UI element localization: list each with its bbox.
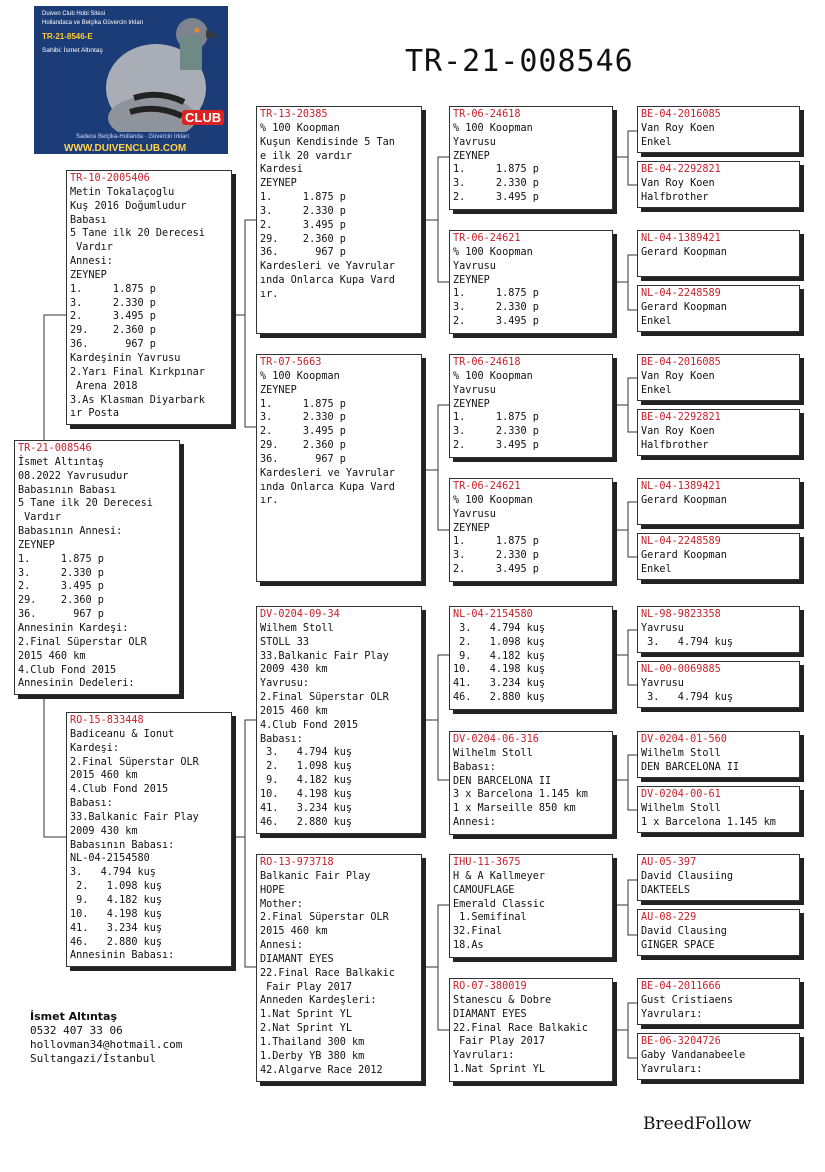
- pedigree-line: Van Roy Koen: [641, 177, 715, 189]
- pedigree-card-gen4-15: [637, 978, 800, 1025]
- pedigree-line: Kardeşi:: [70, 742, 120, 754]
- ring-number: BE-04-2292821: [641, 412, 721, 423]
- pedigree-line: 2. 3.495 p: [18, 581, 104, 593]
- pigeon-icon: [34, 6, 228, 154]
- pedigree-line: 36. 967 p: [70, 339, 156, 351]
- pedigree-line: 2. 1.098 kuş: [453, 636, 546, 648]
- pedigree-line: Yavrusu:: [260, 678, 310, 690]
- pedigree-line: % 100 Koopman: [453, 494, 533, 506]
- pedigree-card-gen4-11: [637, 731, 800, 778]
- pedigree-line: Enkel: [641, 136, 672, 148]
- pedigree-line: 2015 460 km: [260, 926, 328, 938]
- pedigree-card-sire-sire: [256, 106, 422, 334]
- pedigree-line: 10. 4.198 kuş: [453, 664, 546, 676]
- pedigree-line: 1. 1.875 p: [260, 192, 346, 204]
- pedigree-line: ZEYNEP: [260, 178, 297, 190]
- pedigree-line: DEN BARCELONA II: [641, 761, 740, 773]
- ring-number: TR-06-24618: [453, 109, 521, 120]
- pedigree-line: ır.: [260, 288, 279, 300]
- ring-number: IHU-11-3675: [453, 857, 521, 868]
- pedigree-line: 2015 460 km: [18, 650, 86, 662]
- logo-footer: Sadece Belçika-Hollanda · Güvercin Irkları: [76, 134, 190, 140]
- pedigree-line: Arena 2018: [70, 380, 138, 392]
- pedigree-line: Emerald Classic: [453, 898, 546, 910]
- pedigree-line: ZEYNEP: [453, 398, 490, 410]
- pedigree-line: DEN BARCELONA II: [453, 775, 552, 787]
- pedigree-line: 1. 1.875 p: [453, 164, 539, 176]
- pedigree-line: 29. 2.360 p: [260, 440, 346, 452]
- pedigree-line: Enkel: [641, 563, 672, 575]
- pedigree-card-dss: [449, 606, 613, 710]
- pedigree-line: 3. 4.794 kuş: [641, 636, 734, 648]
- pedigree-line: 1. 1.875 p: [18, 553, 104, 565]
- pedigree-line: STOLL 33: [260, 636, 310, 648]
- pedigree-line: Wilhelm Stoll: [641, 802, 721, 814]
- pedigree-line: Van Roy Koen: [641, 122, 715, 134]
- pedigree-line: 22.Final Race Balkakic: [260, 967, 395, 979]
- pedigree-card-gen4-8: [637, 533, 800, 580]
- pedigree-line: 18.As: [453, 940, 484, 952]
- pedigree-line: 3. 4.794 kuş: [260, 747, 353, 759]
- owner-name: İsmet Altıntaş: [30, 1010, 118, 1023]
- pedigree-line: 36. 967 p: [18, 609, 104, 621]
- ring-number: TR-21-008546: [18, 443, 92, 454]
- pedigree-line: 36. 967 p: [260, 453, 346, 465]
- pedigree-line: Enkel: [641, 384, 672, 396]
- pedigree-line: HOPE: [260, 884, 285, 896]
- owner-email: hollovman34@hotmail.com: [30, 1038, 183, 1051]
- pedigree-line: Wilhelm Stoll: [453, 747, 533, 759]
- pedigree-line: Babasının Babası:: [70, 839, 175, 851]
- pedigree-line: Yavrusu: [453, 508, 496, 520]
- pedigree-line: Annesinin Dedeleri:: [18, 678, 135, 690]
- ring-number: DV-0204-01-560: [641, 734, 727, 745]
- pedigree-card-gen4-4: [637, 285, 800, 332]
- pedigree-line: H & A Kallmeyer: [453, 870, 546, 882]
- pedigree-line: Annesinin Babası:: [70, 950, 175, 962]
- pedigree-line: 32.Final: [453, 926, 503, 938]
- pedigree-card-ssd: [449, 230, 613, 334]
- pedigree-line: 3. 2.330 p: [453, 426, 539, 438]
- pedigree-line: Metin Tokalaçoglu: [70, 186, 175, 198]
- pedigree-line: ında Onlarca Kupa Vard: [260, 481, 395, 493]
- pedigree-line: Balkanic Fair Play: [260, 870, 371, 882]
- ring-number: AU-08-229: [641, 912, 697, 923]
- ring-number: TR-06-24621: [453, 481, 521, 492]
- pedigree-line: 2015 460 km: [70, 770, 138, 782]
- pedigree-card-sire-dam: [256, 354, 422, 582]
- pedigree-line: 2009 430 km: [260, 664, 328, 676]
- pedigree-line: 2.Nat Sprint YL: [260, 1023, 353, 1035]
- pedigree-card-sds: [449, 354, 613, 458]
- pedigree-card-gen4-12: [637, 786, 800, 833]
- pedigree-card-dds: [449, 854, 613, 958]
- pedigree-line: 4.Club Fond 2015: [70, 784, 169, 796]
- pedigree-line: % 100 Koopman: [453, 370, 533, 382]
- pedigree-line: 1 x Marseille 850 km: [453, 803, 576, 815]
- pedigree-line: Annesi:: [70, 256, 113, 268]
- pedigree-line: 3. 4.794 kuş: [70, 867, 156, 879]
- pedigree-line: Stanescu & Dobre: [453, 994, 552, 1006]
- pedigree-line: Babası: [70, 214, 107, 226]
- pedigree-line: 1. 1.875 p: [70, 283, 156, 295]
- pedigree-line: ZEYNEP: [260, 384, 297, 396]
- pedigree-line: Kardesleri ve Yavrular: [260, 261, 395, 273]
- pedigree-line: 9. 4.182 kuş: [453, 650, 546, 662]
- pedigree-line: Gerard Koopman: [641, 246, 727, 258]
- pedigree-line: 46. 2.880 kuş: [70, 936, 163, 948]
- ring-number: BE-04-2016085: [641, 109, 721, 120]
- pedigree-card-gen4-14: [637, 909, 800, 956]
- pedigree-line: ZEYNEP: [70, 269, 107, 281]
- pedigree-line: 2.Final Süperstar OLR: [260, 692, 389, 704]
- logo-line-1: Duiven Club Hobi Sitesi: [42, 11, 106, 17]
- pedigree-line: İsmet Altıntaş: [18, 456, 104, 468]
- pedigree-line: % 100 Koopman: [453, 246, 533, 258]
- pedigree-line: 3. 4.794 kuş: [641, 691, 734, 703]
- ring-number: TR-06-24621: [453, 233, 521, 244]
- ring-number: TR-07-5663: [260, 357, 322, 368]
- pedigree-card-ddd: [449, 978, 613, 1082]
- ring-number: DV-0204-06-316: [453, 734, 539, 745]
- pedigree-line: 46. 2.880 kuş: [453, 692, 546, 704]
- pedigree-line: 3 x Barcelona 1.145 km: [453, 789, 588, 801]
- pedigree-line: Halfbrother: [641, 439, 709, 451]
- ring-number: NL-04-2154580: [453, 609, 533, 620]
- pedigree-line: e ilk 20 vardır: [260, 150, 353, 162]
- pedigree-line: 42.Algarve Race 2012: [260, 1064, 383, 1076]
- pedigree-line: Babasının Babası: [18, 484, 117, 496]
- pedigree-line: Annesinin Kardeşi:: [18, 622, 129, 634]
- pedigree-line: 3. 2.330 p: [18, 567, 104, 579]
- pedigree-line: 2. 3.495 p: [453, 564, 539, 576]
- pedigree-line: 33.Balkanic Fair Play: [260, 650, 389, 662]
- pedigree-line: 08.2022 Yavrusudur: [18, 470, 129, 482]
- pedigree-line: 2. 1.098 kuş: [260, 761, 353, 773]
- ring-number: NL-04-2248589: [641, 536, 721, 547]
- pedigree-line: 41. 3.234 kuş: [260, 802, 353, 814]
- pedigree-line: Fair Play 2017: [260, 981, 353, 993]
- pedigree-line: Gerard Koopman: [641, 494, 727, 506]
- page-title: TR-21-008546: [405, 44, 634, 79]
- pedigree-line: 1. 1.875 p: [453, 536, 539, 548]
- pedigree-line: 1. 1.875 p: [453, 412, 539, 424]
- pedigree-line: Babası:: [260, 733, 303, 745]
- ring-number: RO-07-380019: [453, 981, 527, 992]
- pedigree-line: 2. 3.495 p: [453, 440, 539, 452]
- pedigree-line: Yavrusu: [453, 384, 496, 396]
- pedigree-card-gen4-2: [637, 161, 800, 208]
- logo-line-2: Hollandaca ve Belçika Güvercin Irkları: [42, 20, 144, 26]
- ring-number: BE-06-3204726: [641, 1036, 721, 1047]
- pedigree-line: ır Posta: [70, 408, 120, 420]
- pedigree-line: 2015 460 km: [260, 705, 328, 717]
- pedigree-card-gen4-10: [637, 661, 800, 708]
- ring-number: NL-00-0069885: [641, 664, 721, 675]
- pedigree-line: 10. 4.198 kuş: [70, 908, 163, 920]
- pedigree-line: CAMOUFLAGE: [453, 884, 515, 896]
- pedigree-line: 29. 2.360 p: [18, 595, 104, 607]
- pedigree-card-dam-dam: [256, 854, 422, 1082]
- pedigree-line: David Clausiing: [641, 870, 734, 882]
- pedigree-line: Yavrusu: [453, 260, 496, 272]
- pedigree-card-sdd: [449, 478, 613, 582]
- ring-number: RO-13-973718: [260, 857, 334, 868]
- pedigree-line: Annesi:: [260, 940, 303, 952]
- pedigree-line: Kardesleri ve Yavrular: [260, 467, 395, 479]
- pedigree-card-sire: [66, 170, 232, 425]
- pedigree-line: Enkel: [641, 315, 672, 327]
- pedigree-line: ında Onlarca Kupa Vard: [260, 275, 395, 287]
- pedigree-line: 5 Tane ilk 20 Derecesi: [70, 228, 205, 240]
- pedigree-line: ır.: [260, 495, 279, 507]
- logo-url: WWW.DUIVENCLUB.COM: [64, 143, 187, 154]
- owner-phone: 0532 407 33 06: [30, 1024, 123, 1037]
- pedigree-line: 9. 4.182 kuş: [70, 894, 163, 906]
- pedigree-line: 4.Club Fond 2015: [18, 664, 117, 676]
- pedigree-line: % 100 Koopman: [260, 370, 340, 382]
- pedigree-line: 10. 4.198 kuş: [260, 788, 353, 800]
- pedigree-line: ZEYNEP: [453, 150, 490, 162]
- pedigree-line: Vardır: [70, 242, 113, 254]
- pedigree-line: GINGER SPACE: [641, 939, 715, 951]
- pedigree-card-dam-sire: [256, 606, 422, 834]
- pedigree-line: Vardır: [18, 512, 61, 524]
- logo-owner: Sahibi: İsmet Altıntaş: [42, 47, 103, 54]
- pedigree-line: Kuşun Kendisinde 5 Tan: [260, 136, 395, 148]
- pedigree-line: 29. 2.360 p: [260, 233, 346, 245]
- ring-number: NL-04-1389421: [641, 481, 721, 492]
- pedigree-line: 3. 2.330 p: [260, 205, 346, 217]
- duivenclub-logo: [34, 6, 228, 154]
- pedigree-line: 46. 2.880 kuş: [260, 816, 353, 828]
- pedigree-line: 1.Semifinal: [453, 912, 527, 924]
- pedigree-line: 1. 1.875 p: [260, 398, 346, 410]
- ring-number: RO-15-833448: [70, 715, 144, 726]
- pedigree-line: 2.Yarı Final Kırkpınar: [70, 366, 205, 378]
- ring-number: BE-04-2016085: [641, 357, 721, 368]
- pedigree-card-gen4-13: [637, 854, 800, 901]
- pedigree-line: 29. 2.360 p: [70, 325, 156, 337]
- pedigree-line: 2. 3.495 p: [260, 219, 346, 231]
- pedigree-line: 2009 430 km: [70, 825, 138, 837]
- pedigree-line: Yavrusu: [641, 622, 684, 634]
- pedigree-line: David Clausing: [641, 925, 727, 937]
- pedigree-line: Babası:: [453, 761, 496, 773]
- pedigree-line: Kardeşinin Yavrusu: [70, 352, 181, 364]
- pedigree-line: 3. 2.330 p: [453, 178, 539, 190]
- pedigree-card-dam: [66, 712, 232, 967]
- pedigree-line: 2. 3.495 p: [260, 426, 346, 438]
- pedigree-line: Kuş 2016 Doğumludur: [70, 200, 187, 212]
- pedigree-line: 2.Final Süperstar OLR: [18, 636, 147, 648]
- pedigree-card-gen4-3: [637, 230, 800, 277]
- pedigree-line: Babası:: [70, 798, 113, 810]
- pedigree-line: Badiceanu & Ionut: [70, 728, 175, 740]
- pedigree-line: ZEYNEP: [18, 539, 55, 551]
- pedigree-line: 2. 3.495 p: [70, 311, 156, 323]
- pedigree-line: Anneden Kardeşleri:: [260, 995, 377, 1007]
- pedigree-line: Fair Play 2017: [453, 1036, 546, 1048]
- pedigree-line: 3.As Klasman Diyarbark: [70, 394, 205, 406]
- pedigree-line: ZEYNEP: [453, 522, 490, 534]
- logo-club-badge: CLUB: [182, 110, 224, 125]
- pedigree-line: 2.Final Süperstar OLR: [70, 756, 199, 768]
- pedigree-line: Wilhem Stoll: [260, 622, 334, 634]
- ring-number: TR-13-20385: [260, 109, 328, 120]
- pedigree-line: 2. 3.495 p: [453, 316, 539, 328]
- pedigree-line: 2. 1.098 kuş: [70, 881, 163, 893]
- pedigree-line: Gaby Vandanabeele: [641, 1049, 746, 1061]
- pedigree-line: 2. 3.495 p: [453, 192, 539, 204]
- owner-city: Sultangazi/İstanbul: [30, 1052, 156, 1065]
- ring-number: AU-05-397: [641, 857, 697, 868]
- pedigree-line: Gerard Koopman: [641, 549, 727, 561]
- pedigree-line: 1.Nat Sprint YL: [260, 1009, 353, 1021]
- pedigree-line: Van Roy Koen: [641, 370, 715, 382]
- pedigree-line: 2.Final Süperstar OLR: [260, 912, 389, 924]
- pedigree-line: Gerard Koopman: [641, 301, 727, 313]
- pedigree-line: % 100 Koopman: [260, 122, 340, 134]
- pedigree-line: 4.Club Fond 2015: [260, 719, 359, 731]
- pedigree-line: DIAMANT EYES: [453, 1008, 527, 1020]
- pedigree-line: 33.Balkanic Fair Play: [70, 811, 199, 823]
- pedigree-line: Yavruları:: [453, 1050, 515, 1062]
- pedigree-card-subject: [14, 440, 180, 695]
- pedigree-line: Mother:: [260, 898, 303, 910]
- pedigree-line: 1.Thailand 300 km: [260, 1036, 365, 1048]
- pedigree-line: Van Roy Koen: [641, 425, 715, 437]
- pedigree-line: Halfbrother: [641, 191, 709, 203]
- ring-number: DV-0204-09-34: [260, 609, 340, 620]
- pedigree-line: 36. 967 p: [260, 247, 346, 259]
- pedigree-line: Babasının Annesi:: [18, 526, 123, 538]
- ring-number: NL-04-2248589: [641, 288, 721, 299]
- pedigree-line: 9. 4.182 kuş: [260, 775, 353, 787]
- ring-number: TR-10-2005406: [70, 173, 150, 184]
- ring-number: BE-04-2292821: [641, 164, 721, 175]
- pedigree-line: 5 Tane ilk 20 Derecesi: [18, 498, 153, 510]
- pedigree-card-gen4-7: [637, 478, 800, 525]
- pedigree-line: Gust Cristiaens: [641, 994, 734, 1006]
- pedigree-card-sss: [449, 106, 613, 210]
- ring-number: NL-04-1389421: [641, 233, 721, 244]
- pedigree-card-gen4-5: [637, 354, 800, 401]
- pedigree-line: 3. 4.794 kuş: [453, 622, 546, 634]
- pedigree-line: NL-04-2154580: [70, 853, 150, 865]
- owner-contact: [30, 1010, 182, 1066]
- pedigree-line: 3. 2.330 p: [260, 412, 346, 424]
- pedigree-line: 22.Final Race Balkakic: [453, 1022, 588, 1034]
- pedigree-line: Yavruları:: [641, 1063, 703, 1075]
- ring-number: DV-0204-00-61: [641, 789, 721, 800]
- pedigree-line: 41. 3.234 kuş: [70, 922, 163, 934]
- pedigree-line: DIAMANT EYES: [260, 953, 334, 965]
- pedigree-card-gen4-1: [637, 106, 800, 153]
- pedigree-line: 41. 3.234 kuş: [453, 678, 546, 690]
- pedigree-line: Wilhelm Stoll: [641, 747, 721, 759]
- pedigree-card-gen4-6: [637, 409, 800, 456]
- pedigree-line: 1.Derby YB 380 km: [260, 1050, 365, 1062]
- pedigree-line: Yavrusu: [641, 677, 684, 689]
- pedigree-line: 1. 1.875 p: [453, 288, 539, 300]
- pedigree-line: 3. 2.330 p: [453, 550, 539, 562]
- pedigree-line: DAKTEELS: [641, 884, 691, 896]
- ring-number: NL-98-9823358: [641, 609, 721, 620]
- ring-number: BE-04-2011666: [641, 981, 721, 992]
- pedigree-card-gen4-9: [637, 606, 800, 653]
- pedigree-line: 3. 2.330 p: [453, 302, 539, 314]
- pedigree-line: 1 x Barcelona 1.145 km: [641, 816, 776, 828]
- pedigree-line: % 100 Koopman: [453, 122, 533, 134]
- pedigree-line: Yavrusu: [453, 136, 496, 148]
- ring-number: TR-06-24618: [453, 357, 521, 368]
- pedigree-line: Annesi:: [453, 817, 496, 829]
- logo-ring-number: TR-21-8546-E: [42, 32, 93, 41]
- pedigree-card-dsd: [449, 731, 613, 835]
- pedigree-line: 3. 2.330 p: [70, 297, 156, 309]
- breedfollow-brand: BreedFollow: [643, 1114, 752, 1134]
- pedigree-line: 1.Nat Sprint YL: [453, 1064, 546, 1076]
- pedigree-card-gen4-16: [637, 1033, 800, 1080]
- pedigree-line: Kardesi: [260, 164, 303, 176]
- pedigree-line: ZEYNEP: [453, 274, 490, 286]
- pedigree-line: Yavruları:: [641, 1008, 703, 1020]
